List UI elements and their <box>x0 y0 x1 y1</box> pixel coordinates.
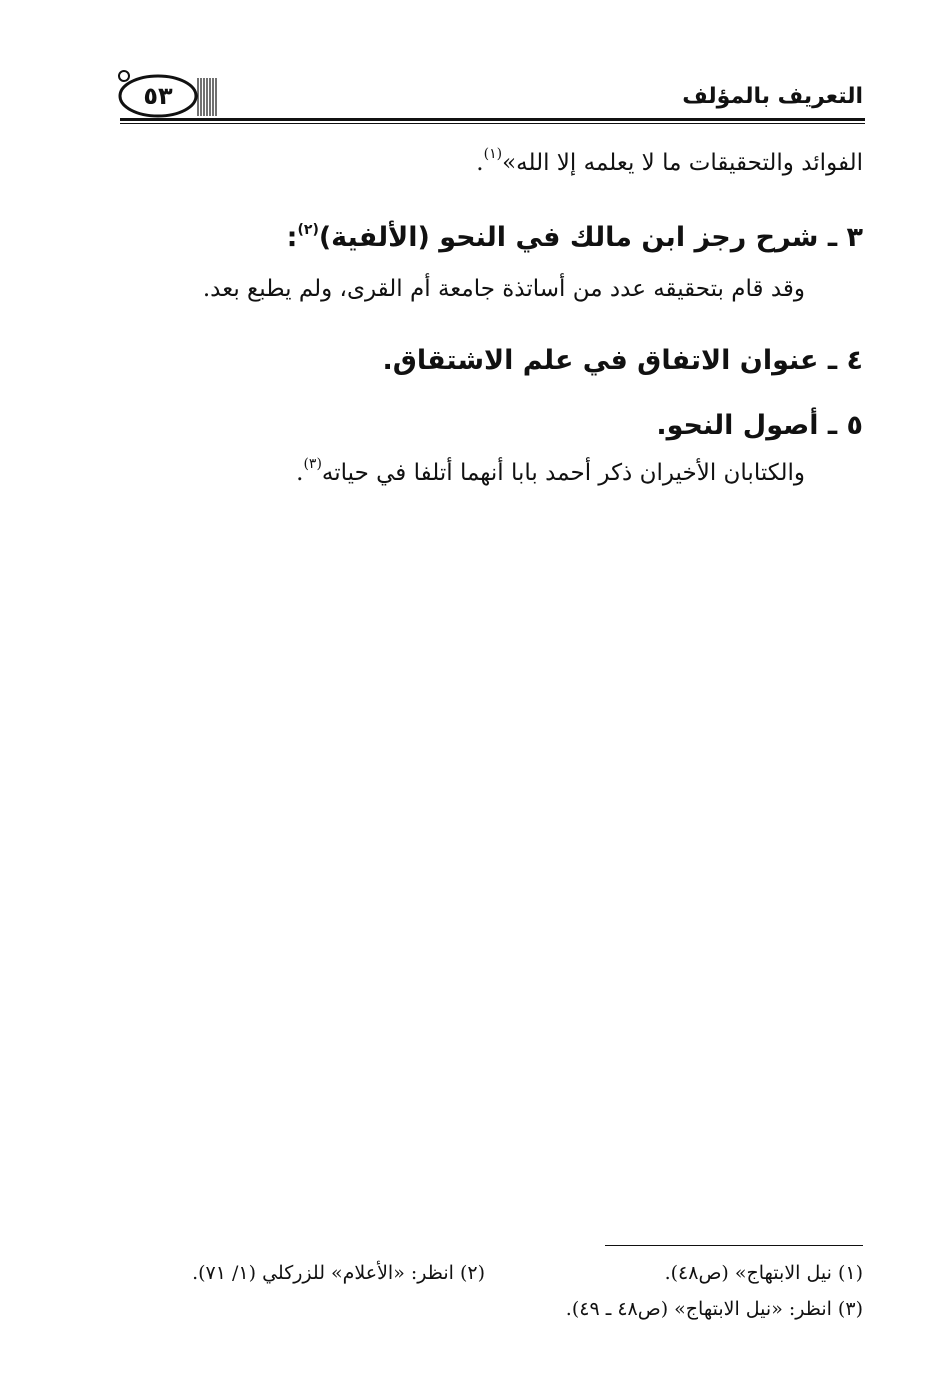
running-head: التعريف بالمؤلف <box>682 84 863 109</box>
item-3-heading <box>287 222 863 253</box>
footnote-ref-1: (١) <box>483 146 503 162</box>
item-4-heading: ٤ ـ عنوان الاتفاق في علم الاشتقاق. <box>382 345 863 376</box>
item-5-description <box>296 456 805 486</box>
item-3-description: وقد قام بتحقيقه عدد من أساتذة جامعة أم القرى، ولم يطبع بعد. <box>202 276 805 302</box>
page-number: ٥٣ <box>143 82 173 110</box>
header-rule-thin <box>120 123 865 124</box>
item-5-description-text: والكتابان الأخيران ذكر أحمد بابا أنهما أتلفا في حياته <box>321 460 805 486</box>
item-5-heading: ٥ ـ أصول النحو. <box>656 410 863 441</box>
body-line-1-text: الفوائد والتحقيقات ما لا يعلمه إلا الله» <box>502 150 863 176</box>
footnote-ref-3: (٣) <box>303 456 322 472</box>
footnote-3: (٣) انظر: «نيل الابتهاج» (ص٤٨ ـ ٤٩). <box>565 1298 863 1320</box>
body-line-1-end: . <box>476 150 484 176</box>
header-rule <box>120 118 865 121</box>
item-3-text: ٣ ـ شرح رجز ابن مالك في النحو (الألفية) <box>318 222 863 253</box>
footnote-2: (٢) انظر: «الأعلام» للزركلي (١/ ٧١). <box>192 1262 485 1284</box>
footnote-ref-2: (٢) <box>297 222 319 238</box>
item-3-end: : <box>286 222 298 253</box>
item-5-description-end: . <box>296 460 304 486</box>
body-line-1 <box>476 146 863 176</box>
footnote-rule <box>605 1245 863 1246</box>
footnote-1: (١) نيل الابتهاج» (ص٤٨). <box>664 1262 863 1284</box>
